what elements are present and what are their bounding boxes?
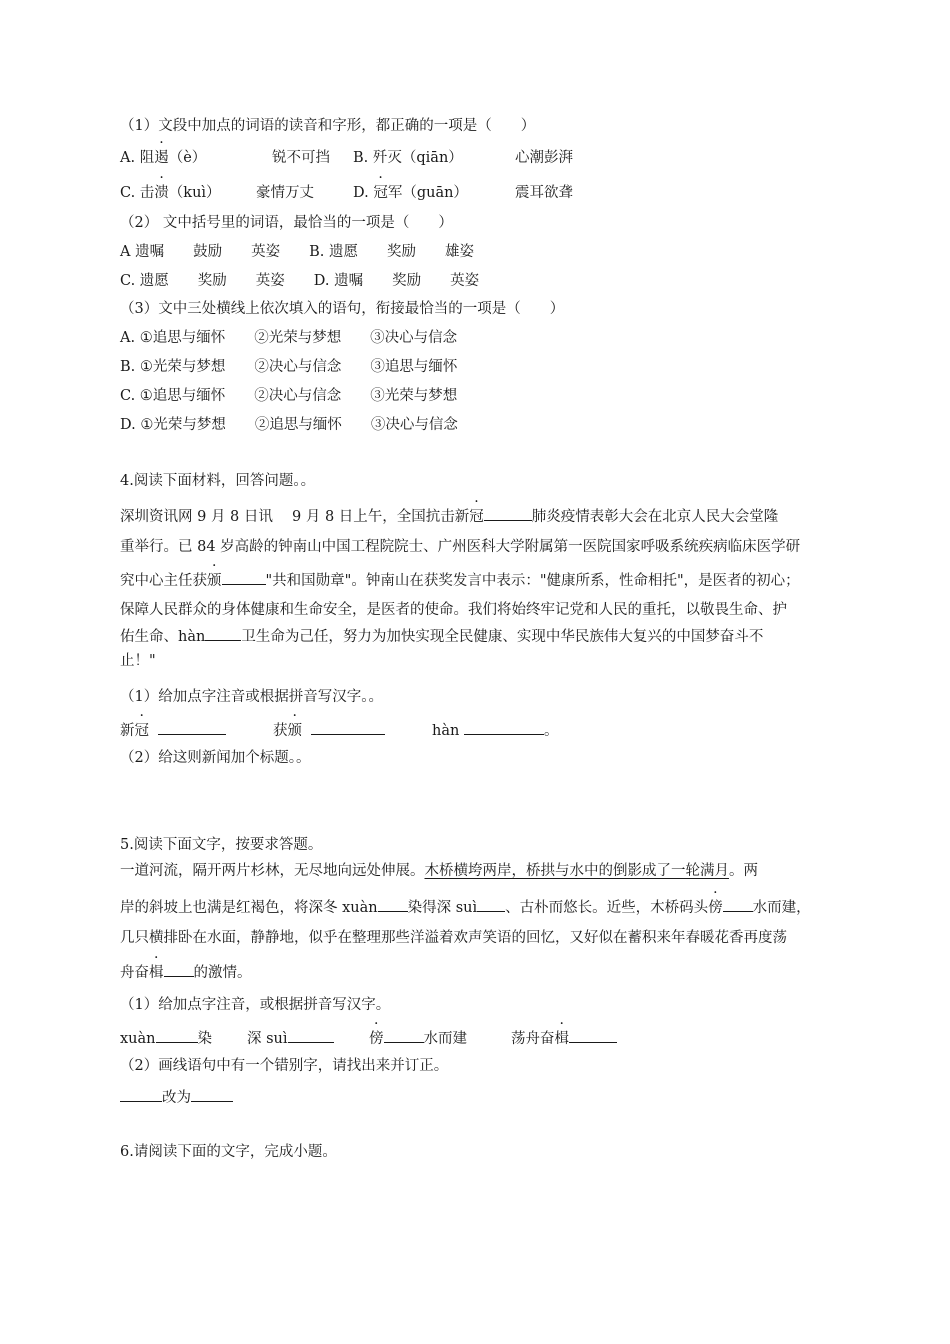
underlined-sentence: 木桥横垮两岸，桥拱与水中的倒影成了一轮满月 xyxy=(424,863,729,879)
q5-sub1-stem: （1）给加点字注音，或根据拼音写汉字。 xyxy=(120,997,391,1013)
q5-fill-1: xuàn 染 xyxy=(120,1028,212,1048)
q4-fill-3: hàn 。 xyxy=(432,720,558,740)
q3-sub2-stem: （2） 文中括号里的词语，最恰当的一项是（ ） xyxy=(120,215,453,231)
q5-para-line1: 一道河流，隔开两片杉林，无尽地向远处伸展。木桥横垮两岸，桥拱与水中的倒影成了一轮满月。两 xyxy=(120,863,758,879)
q5-fill-4: 荡舟奋楫 xyxy=(511,1028,617,1048)
emphasis-dot: 傍 xyxy=(708,900,723,916)
q4-para-line5: 佑生命、hàn 卫生命为己任，努力为加快实现全民健康、实现中华民族伟大复兴的中国梦奋斗不 xyxy=(120,626,763,646)
q3-sub2-options-ab: A 遗嘱 鼓励 英姿 B. 遗愿 奖励 雄姿 xyxy=(120,244,474,260)
q3-option-a: A. 阻遏（è） xyxy=(120,150,207,166)
emphasis-dot: 颁 xyxy=(287,723,302,739)
answer-blank[interactable] xyxy=(477,897,505,912)
q4-para-line2: 重举行。已 84 岁高龄的钟南山中国工程院院士、广州医科大学附属第一医院国家呼吸系统疾病临床医学研 xyxy=(120,539,801,555)
q5-para-line3: 几只横排卧在水面，静静地，似乎在整理那些洋溢着欢声笑语的回忆，又好似在蓄积来年春暖花香再度荡 xyxy=(120,930,787,946)
q4-para-line1: 深圳资讯网 9 月 8 日讯 9 月 8 日上午，全国抗击新冠 肺炎疫情表彰大会在北京人民大会堂隆 xyxy=(120,506,778,526)
emphasis-dot: 遏 xyxy=(154,150,169,166)
q3-option-b-word: 心潮彭湃 xyxy=(515,150,573,166)
q4-sub2-stem: （2）给这则新闻加个标题。。 xyxy=(120,750,311,766)
answer-blank[interactable] xyxy=(205,626,241,641)
answer-blank[interactable] xyxy=(484,506,532,521)
q4-fill-1: 新冠 xyxy=(120,720,226,740)
q5-fill-2: 深 suì xyxy=(247,1028,334,1048)
answer-blank[interactable] xyxy=(164,962,194,977)
answer-blank[interactable] xyxy=(191,1087,233,1102)
emphasis-dot: 冠 xyxy=(373,185,388,201)
q4-sub1-stem: （1）给加点字注音或根据拼音写汉字。。 xyxy=(120,689,383,705)
q5-title: 5.阅读下面文字，按要求答题。 xyxy=(120,837,323,853)
q3-sub1-stem: （1）文段中加点的词语的读音和字形，都正确的一项是（ ） xyxy=(120,118,536,134)
q3-sub3-option-c: C. ①追思与缅怀 ②决心与信念 ③光荣与梦想 xyxy=(120,388,458,404)
answer-blank[interactable] xyxy=(120,1087,162,1102)
q3-sub3-stem: （3）文中三处横线上依次填入的语句，衔接最恰当的一项是（ ） xyxy=(120,301,565,317)
q3-sub3-option-b: B. ①光荣与梦想 ②决心与信念 ③追思与缅怀 xyxy=(120,359,458,375)
emphasis-dot: 冠 xyxy=(134,723,149,739)
answer-blank[interactable] xyxy=(464,720,544,735)
answer-blank[interactable] xyxy=(384,1028,424,1043)
answer-blank[interactable] xyxy=(156,1028,198,1043)
q4-title: 4.阅读下面材料，回答问题。。 xyxy=(120,473,316,489)
q5-para-line2: 岸的斜坡上也满是红褐色，将深冬 xuàn 染得深 suì 、古朴而悠长。近些，木桥码头傍 水而建， xyxy=(120,897,811,917)
emphasis-dot: 冠 xyxy=(469,509,484,525)
answer-blank[interactable] xyxy=(569,1028,617,1043)
q5-fill-3: 傍 水而建 xyxy=(369,1028,467,1048)
q4-para-line4: 保障人民群众的身体健康和生命安全，是医者的使命。我们将始终牢记党和人民的重托，以敬畏生命、护 xyxy=(120,602,787,618)
answer-blank[interactable] xyxy=(158,720,226,735)
emphasis-dot: 溃 xyxy=(154,185,169,201)
answer-blank[interactable] xyxy=(222,570,266,585)
q5-para-line4: 舟奋楫 的激情。 xyxy=(120,962,252,982)
q3-option-c-word: 豪情万丈 xyxy=(256,185,314,201)
emphasis-dot: 楫 xyxy=(149,965,164,981)
q3-option-c: C. 击溃（kuì） xyxy=(120,185,221,201)
q3-sub2-options-cd: C. 遗愿 奖励 英姿 D. 遗嘱 奖励 英姿 xyxy=(120,273,480,289)
q3-option-a-word: 锐不可挡 xyxy=(272,150,330,166)
answer-blank[interactable] xyxy=(311,720,385,735)
q3-option-d: D. 冠军（guān） xyxy=(353,185,468,201)
q3-sub3-option-a: A. ①追思与缅怀 ②光荣与梦想 ③决心与信念 xyxy=(120,330,458,346)
emphasis-dot: 傍 xyxy=(369,1031,384,1047)
answer-blank[interactable] xyxy=(378,897,408,912)
answer-blank[interactable] xyxy=(288,1028,334,1043)
emphasis-dot: 楫 xyxy=(554,1031,569,1047)
q5-sub2-stem: （2）画线语句中有一个错别字，请找出来并订正。 xyxy=(120,1058,449,1074)
emphasis-dot: 颁 xyxy=(207,573,222,589)
q4-para-line6: 止！" xyxy=(120,653,156,669)
q3-option-b: B. 歼灭（qiān） xyxy=(353,150,463,166)
q5-correction: 改为 xyxy=(120,1087,233,1107)
q4-para-line3: 究中心主任获颁 "共和国勋章"。钟南山在获奖发言中表示："健康所系，性命相托"，是医者的初心； xyxy=(120,570,800,590)
q6-title: 6.请阅读下面的文字，完成小题。 xyxy=(120,1144,337,1160)
q3-sub3-option-d: D. ①光荣与梦想 ②追思与缅怀 ③决心与信念 xyxy=(120,417,458,433)
q4-fill-2: 获颁 xyxy=(273,720,385,740)
q3-option-d-word: 震耳欲聋 xyxy=(515,185,573,201)
answer-blank[interactable] xyxy=(723,897,753,912)
